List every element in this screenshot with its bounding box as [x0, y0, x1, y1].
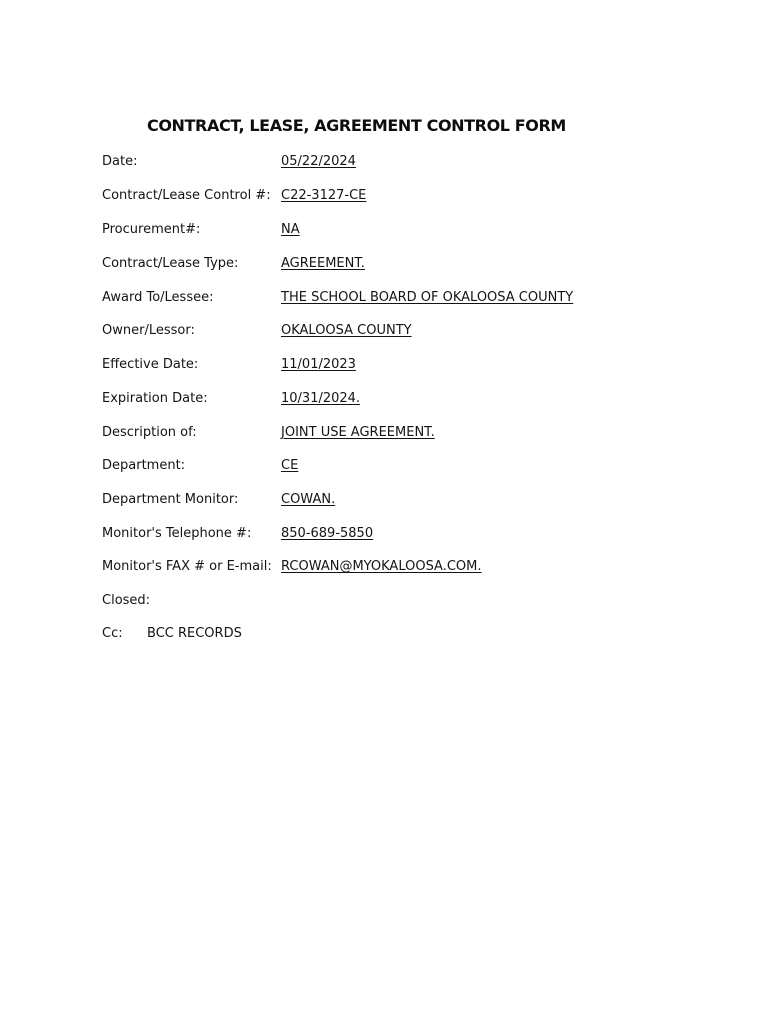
field-value: 11/01/2023 [281, 357, 356, 372]
field-value: RCOWAN@MYOKALOOSA.COM. [281, 559, 482, 574]
field-date [102, 152, 702, 172]
form-title: CONTRACT, LEASE, AGREEMENT CONTROL FORM [147, 116, 566, 135]
field-label: Monitor's Telephone #: [102, 526, 252, 541]
field-label: Closed: [102, 593, 151, 608]
field-value: NA [281, 222, 300, 237]
field-label: Expiration Date: [102, 391, 208, 406]
field-monitor-email [102, 557, 702, 577]
field-label: Monitor's FAX # or E-mail: [102, 559, 272, 574]
field-contract-type [102, 254, 702, 274]
field-value: C22-3127-CE [281, 188, 367, 203]
field-value: AGREEMENT. [281, 256, 365, 271]
cc-label: Cc: [102, 626, 123, 641]
field-procurement [102, 220, 702, 240]
field-description [102, 423, 702, 443]
field-effective-date [102, 355, 702, 375]
field-value: JOINT USE AGREEMENT. [281, 425, 435, 440]
field-value: THE SCHOOL BOARD OF OKALOOSA COUNTY [281, 290, 574, 305]
field-label: Department Monitor: [102, 492, 239, 507]
field-label: Department: [102, 458, 186, 473]
field-expiration-date [102, 389, 702, 409]
field-owner [102, 321, 702, 341]
field-label: Procurement#: [102, 222, 201, 237]
field-department-monitor [102, 490, 702, 510]
field-closed [102, 591, 702, 611]
field-label: Description of: [102, 425, 197, 440]
field-label: Contract/Lease Type: [102, 256, 239, 271]
field-value: 10/31/2024. [281, 391, 361, 406]
field-value: CE [281, 458, 299, 473]
field-label: Contract/Lease Control #: [102, 188, 271, 203]
field-value: 850-689-5850 [281, 526, 374, 541]
field-value: 05/22/2024 [281, 154, 356, 169]
field-value: COWAN. [281, 492, 336, 507]
field-label: Owner/Lessor: [102, 323, 195, 338]
field-monitor-telephone [102, 524, 702, 544]
field-label: Date: [102, 154, 138, 169]
field-award-to [102, 288, 702, 308]
field-contract-control [102, 186, 702, 206]
field-value: OKALOOSA COUNTY [281, 323, 412, 338]
cc-value: BCC RECORDS [147, 626, 242, 641]
field-label: Award To/Lessee: [102, 290, 214, 305]
field-department [102, 456, 702, 476]
cc-line [102, 624, 702, 644]
field-label: Effective Date: [102, 357, 199, 372]
